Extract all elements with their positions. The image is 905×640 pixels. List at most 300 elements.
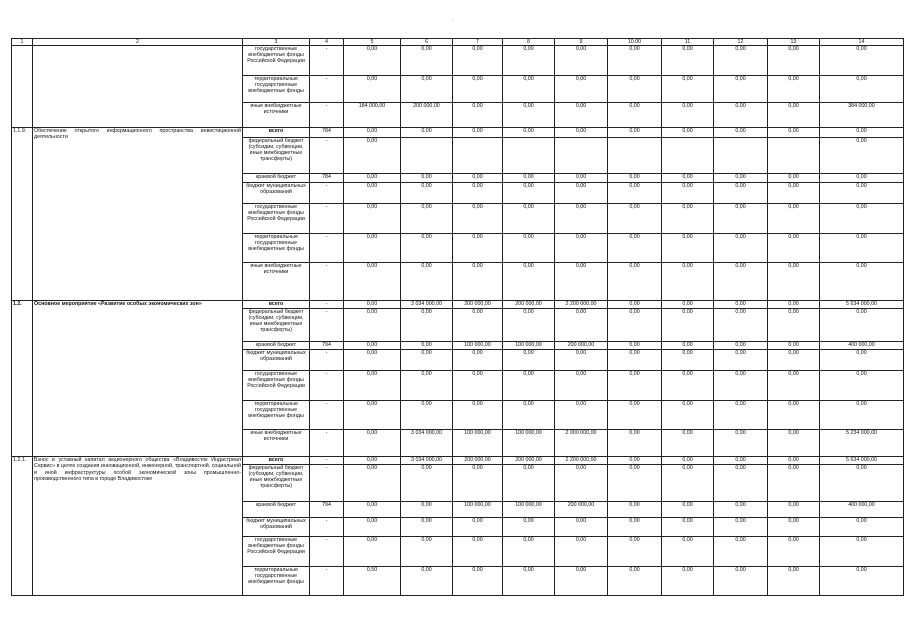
item-code: 1.1.9.: [12, 128, 33, 301]
amount-cell: 0,00: [608, 350, 662, 371]
col-header: 7: [453, 39, 503, 46]
amount-cell: 0,00: [714, 502, 768, 518]
col-header: 12: [714, 39, 768, 46]
amount-cell: 0,00: [714, 263, 768, 301]
amount-cell: 0,00: [453, 309, 503, 342]
funding-source: иные внебюджетные источники: [243, 430, 310, 457]
amount-cell: 0,00: [401, 537, 453, 567]
amount-cell: 0,00: [662, 103, 714, 128]
item-code: 1.2.1.: [12, 457, 33, 596]
amount-cell: 0,00: [662, 46, 714, 76]
total-amount-cell: 0,00: [820, 138, 904, 174]
amount-cell: 0,00: [768, 103, 820, 128]
amount-cell: 3 034 000,00: [401, 430, 453, 457]
amount-cell: 0,00: [344, 46, 401, 76]
amount-cell: 0,00: [401, 502, 453, 518]
funding-source: бюджет муниципальных образований: [243, 350, 310, 371]
item-name: Взнос в уставный капитал акционерного общества «Владивосток Индастриал Сервис» в целях создания инновационной, инженерной, транспортной, социальной и иной инфраструктуры особой экономической зоны промышленно-производственного типа в городе Владивостоке: [33, 457, 243, 596]
budget-code: -: [310, 401, 344, 430]
total-amount-cell: 0,00: [820, 76, 904, 103]
amount-cell: [453, 138, 503, 174]
amount-cell: 0,00: [555, 518, 608, 537]
amount-cell: 0,00: [608, 465, 662, 502]
amount-cell: 0,00: [768, 128, 820, 138]
amount-cell: 3 034 000,00: [401, 457, 453, 465]
amount-cell: 0,00: [662, 128, 714, 138]
amount-cell: 2 200 000,00: [555, 457, 608, 465]
total-amount-cell: 0,00: [820, 128, 904, 138]
total-amount-cell: 0,00: [820, 465, 904, 502]
funding-source: иные внебюджетные источники: [243, 103, 310, 128]
amount-cell: 0,00: [714, 518, 768, 537]
budget-code: 784: [310, 174, 344, 183]
amount-cell: 0,00: [608, 263, 662, 301]
amount-cell: 0,00: [453, 371, 503, 401]
amount-cell: 0,00: [608, 342, 662, 350]
amount-cell: 0,00: [608, 128, 662, 138]
amount-cell: 0,00: [608, 430, 662, 457]
amount-cell: 0,00: [555, 128, 608, 138]
amount-cell: 200 000,00: [453, 301, 503, 309]
amount-cell: 0,00: [503, 537, 555, 567]
amount-cell: 0,00: [503, 204, 555, 234]
budget-code: -: [310, 103, 344, 128]
amount-cell: 0,00: [344, 518, 401, 537]
budget-code: -: [310, 76, 344, 103]
amount-cell: 0,00: [453, 350, 503, 371]
item-name: Основное мероприятие «Развитие особых экономических зон»: [33, 301, 243, 457]
amount-cell: [714, 138, 768, 174]
amount-cell: 0,00: [555, 371, 608, 401]
amount-cell: 0,00: [555, 76, 608, 103]
amount-cell: 0,00: [555, 567, 608, 596]
col-header: 9: [555, 39, 608, 46]
amount-cell: 0,00: [503, 183, 555, 204]
amount-cell: 0,00: [344, 174, 401, 183]
funding-source: краевой бюджет: [243, 502, 310, 518]
amount-cell: 0,00: [503, 350, 555, 371]
total-amount-cell: 0,00: [820, 234, 904, 263]
amount-cell: 0,00: [401, 204, 453, 234]
amount-cell: 0,00: [401, 183, 453, 204]
amount-cell: 0,00: [555, 350, 608, 371]
budget-code: -: [310, 309, 344, 342]
amount-cell: 0,00: [344, 502, 401, 518]
amount-cell: 0,00: [503, 128, 555, 138]
amount-cell: 0,00: [344, 350, 401, 371]
col-header: 3: [243, 39, 310, 46]
amount-cell: 0,00: [401, 518, 453, 537]
amount-cell: 0,00: [503, 518, 555, 537]
amount-cell: 0,50: [344, 567, 401, 596]
amount-cell: [555, 138, 608, 174]
amount-cell: 0,00: [555, 234, 608, 263]
funding-source: государственные внебюджетные фонды Российской Федерации: [243, 537, 310, 567]
total-amount-cell: 0,00: [820, 204, 904, 234]
amount-cell: 0,00: [555, 204, 608, 234]
amount-cell: 0,00: [401, 234, 453, 263]
amount-cell: 0,00: [344, 128, 401, 138]
budget-code: -: [310, 465, 344, 502]
col-header: 5: [344, 39, 401, 46]
funding-source: государственные внебюджетные фонды Российской Федерации: [243, 371, 310, 401]
amount-cell: 0,00: [555, 183, 608, 204]
amount-cell: 0,00: [768, 502, 820, 518]
amount-cell: 0,00: [401, 567, 453, 596]
budget-code: 784: [310, 128, 344, 138]
amount-cell: 0,00: [555, 401, 608, 430]
amount-cell: 0,00: [401, 371, 453, 401]
amount-cell: 0,00: [714, 76, 768, 103]
amount-cell: 0,00: [662, 204, 714, 234]
col-header: 10,00: [608, 39, 662, 46]
amount-cell: 2 000 000,00: [555, 430, 608, 457]
amount-cell: 0,00: [768, 537, 820, 567]
funding-source: территориальные государственные внебюджетные фонды: [243, 401, 310, 430]
amount-cell: 0,00: [714, 457, 768, 465]
amount-cell: 0,00: [555, 263, 608, 301]
amount-cell: 0,00: [662, 234, 714, 263]
amount-cell: 0,00: [344, 138, 401, 174]
amount-cell: 0,00: [662, 350, 714, 371]
amount-cell: 0,00: [714, 371, 768, 401]
total-amount-cell: 0,00: [820, 537, 904, 567]
amount-cell: 0,00: [608, 309, 662, 342]
table-body: [12, 46, 904, 596]
amount-cell: 0,00: [608, 567, 662, 596]
item-name: [33, 46, 243, 128]
amount-cell: 0,00: [768, 204, 820, 234]
amount-cell: 0,00: [768, 430, 820, 457]
amount-cell: 0,00: [344, 183, 401, 204]
amount-cell: 100 000,00: [503, 342, 555, 350]
funding-source: территориальные государственные внебюджетные фонды: [243, 567, 310, 596]
amount-cell: 0,00: [503, 174, 555, 183]
amount-cell: 0,00: [401, 309, 453, 342]
amount-cell: 0,00: [401, 401, 453, 430]
amount-cell: 0,00: [453, 76, 503, 103]
amount-cell: 0,00: [662, 465, 714, 502]
amount-cell: 0,00: [768, 174, 820, 183]
amount-cell: 0,00: [344, 430, 401, 457]
amount-cell: 200 000,00: [503, 301, 555, 309]
amount-cell: 0,00: [401, 46, 453, 76]
amount-cell: 0,00: [608, 76, 662, 103]
col-header: 14: [820, 39, 904, 46]
amount-cell: 0,00: [714, 174, 768, 183]
amount-cell: 0,00: [453, 103, 503, 128]
amount-cell: 0,00: [555, 46, 608, 76]
amount-cell: 0,00: [503, 263, 555, 301]
amount-cell: 0,00: [401, 465, 453, 502]
amount-cell: 0,00: [344, 342, 401, 350]
amount-cell: 0,00: [714, 430, 768, 457]
col-header: 13: [768, 39, 820, 46]
amount-cell: 0,00: [608, 401, 662, 430]
amount-cell: 0,00: [662, 76, 714, 103]
funding-source: государственные внебюджетные фонды Российской Федерации: [243, 46, 310, 76]
amount-cell: 0,00: [555, 309, 608, 342]
amount-cell: 0,00: [503, 76, 555, 103]
funding-source: всего: [243, 457, 310, 465]
amount-cell: 0,00: [344, 309, 401, 342]
budget-table: [11, 38, 904, 596]
amount-cell: 100 000,00: [503, 430, 555, 457]
amount-cell: 0,00: [453, 537, 503, 567]
amount-cell: 200 000,00: [503, 457, 555, 465]
amount-cell: 0,00: [768, 234, 820, 263]
amount-cell: 0,00: [608, 518, 662, 537]
funding-source: краевой бюджет: [243, 174, 310, 183]
amount-cell: 0,00: [608, 183, 662, 204]
amount-cell: 0,00: [768, 518, 820, 537]
amount-cell: [401, 138, 453, 174]
amount-cell: 0,00: [555, 103, 608, 128]
amount-cell: 0,00: [662, 309, 714, 342]
budget-code: -: [310, 430, 344, 457]
budget-code: 794: [310, 502, 344, 518]
amount-cell: 0,00: [503, 46, 555, 76]
budget-code: -: [310, 204, 344, 234]
amount-cell: 0,00: [768, 371, 820, 401]
col-header: 6: [401, 39, 453, 46]
budget-code: -: [310, 371, 344, 401]
amount-cell: 0,00: [662, 457, 714, 465]
column-number-row: [12, 39, 904, 46]
funding-source: всего: [243, 128, 310, 138]
table-row: [12, 301, 904, 309]
amount-cell: 0,00: [608, 371, 662, 401]
amount-cell: 0,00: [555, 465, 608, 502]
amount-cell: 0,00: [453, 518, 503, 537]
total-amount-cell: 0,00: [820, 518, 904, 537]
total-amount-cell: 5 634 000,00: [820, 457, 904, 465]
amount-cell: 0,00: [714, 128, 768, 138]
amount-cell: 0,00: [662, 371, 714, 401]
amount-cell: 100 000,00: [453, 430, 503, 457]
amount-cell: 0,00: [662, 174, 714, 183]
total-amount-cell: 0,00: [820, 174, 904, 183]
total-amount-cell: 0,00: [820, 350, 904, 371]
amount-cell: 100 000,00: [503, 502, 555, 518]
scan-speck: `: [452, 21, 454, 27]
amount-cell: 0,00: [662, 342, 714, 350]
amount-cell: 0,00: [555, 537, 608, 567]
amount-cell: 0,00: [714, 183, 768, 204]
amount-cell: 0,00: [714, 465, 768, 502]
budget-code: -: [310, 138, 344, 174]
amount-cell: 0,00: [401, 174, 453, 183]
funding-source: федеральный бюджет (субсидии, субвенции, иные межбюджетные трансферты): [243, 309, 310, 342]
table-row: [12, 128, 904, 138]
amount-cell: 0,00: [344, 537, 401, 567]
funding-source: федеральный бюджет (субсидии, субвенции, иные межбюджетные трансферты): [243, 465, 310, 502]
item-name: Обеспечение открытого информационного пространства инвестиционной деятельности: [33, 128, 243, 301]
amount-cell: 0,00: [662, 537, 714, 567]
total-amount-cell: 400 000,00: [820, 502, 904, 518]
col-header: 8: [503, 39, 555, 46]
amount-cell: 0,00: [768, 350, 820, 371]
amount-cell: 200 000,00: [555, 502, 608, 518]
amount-cell: [503, 138, 555, 174]
amount-cell: 0,00: [503, 567, 555, 596]
amount-cell: 0,00: [453, 204, 503, 234]
amount-cell: 0,00: [768, 76, 820, 103]
amount-cell: 0,00: [608, 502, 662, 518]
funding-source: всего: [243, 301, 310, 309]
total-amount-cell: 0,00: [820, 567, 904, 596]
amount-cell: 0,00: [453, 401, 503, 430]
amount-cell: 0,00: [401, 76, 453, 103]
budget-code: -: [310, 457, 344, 465]
total-amount-cell: 384 000,00: [820, 103, 904, 128]
amount-cell: 0,00: [714, 537, 768, 567]
amount-cell: 0,00: [344, 371, 401, 401]
col-header: 1: [12, 39, 33, 46]
amount-cell: 100 000,00: [453, 342, 503, 350]
budget-code: 794: [310, 342, 344, 350]
amount-cell: [768, 138, 820, 174]
amount-cell: 0,00: [453, 183, 503, 204]
total-amount-cell: 0,00: [820, 263, 904, 301]
item-code: 1.2.: [12, 301, 33, 457]
amount-cell: 0,00: [608, 46, 662, 76]
amount-cell: 0,00: [768, 301, 820, 309]
amount-cell: 0,00: [768, 457, 820, 465]
total-amount-cell: 0,00: [820, 46, 904, 76]
amount-cell: 0,00: [503, 234, 555, 263]
amount-cell: 0,00: [453, 174, 503, 183]
amount-cell: 0,00: [453, 128, 503, 138]
amount-cell: 0,00: [768, 183, 820, 204]
amount-cell: 0,00: [608, 457, 662, 465]
amount-cell: 200 000,00: [453, 457, 503, 465]
amount-cell: 0,00: [662, 401, 714, 430]
funding-source: бюджет муниципальных образований: [243, 518, 310, 537]
amount-cell: 0,00: [453, 234, 503, 263]
amount-cell: 0,00: [768, 263, 820, 301]
amount-cell: 0,00: [503, 309, 555, 342]
amount-cell: 100 000,00: [453, 502, 503, 518]
table-row: [12, 46, 904, 76]
amount-cell: 0,00: [768, 309, 820, 342]
funding-source: государственные внебюджетные фонды Российской Федерации: [243, 204, 310, 234]
amount-cell: 0,00: [662, 518, 714, 537]
col-header: 11: [662, 39, 714, 46]
amount-cell: [608, 138, 662, 174]
col-header: 2: [33, 39, 243, 46]
funding-source: территориальные государственные внебюджетные фонды: [243, 76, 310, 103]
amount-cell: 0,00: [714, 234, 768, 263]
amount-cell: 0,00: [453, 465, 503, 502]
amount-cell: 0,00: [608, 204, 662, 234]
amount-cell: 0,00: [453, 263, 503, 301]
amount-cell: 0,00: [401, 342, 453, 350]
amount-cell: 0,00: [608, 234, 662, 263]
total-amount-cell: 0,00: [820, 309, 904, 342]
amount-cell: 0,00: [768, 401, 820, 430]
amount-cell: 0,00: [662, 183, 714, 204]
total-amount-cell: 5 234 000,00: [820, 430, 904, 457]
amount-cell: 0,00: [555, 174, 608, 183]
total-amount-cell: 400 000,00: [820, 342, 904, 350]
amount-cell: 0,00: [714, 309, 768, 342]
amount-cell: 0,00: [344, 204, 401, 234]
table-row: [12, 457, 904, 465]
amount-cell: 3 034 000,00: [401, 301, 453, 309]
funding-source: федеральный бюджет (субсидии, субвенции, иные межбюджетные трансферты): [243, 138, 310, 174]
amount-cell: 0,00: [714, 342, 768, 350]
total-amount-cell: 5 634 000,00: [820, 301, 904, 309]
budget-code: -: [310, 567, 344, 596]
total-amount-cell: 0,00: [820, 371, 904, 401]
amount-cell: [662, 138, 714, 174]
amount-cell: 0,00: [401, 263, 453, 301]
amount-cell: 0,00: [662, 430, 714, 457]
funding-source: территориальные государственные внебюджетные фонды: [243, 234, 310, 263]
amount-cell: 200 000,00: [555, 342, 608, 350]
amount-cell: 0,00: [453, 46, 503, 76]
amount-cell: 0,00: [662, 301, 714, 309]
amount-cell: 0,00: [344, 465, 401, 502]
amount-cell: 0,00: [714, 401, 768, 430]
budget-code: -: [310, 350, 344, 371]
amount-cell: 0,00: [401, 128, 453, 138]
funding-source: краевой бюджет: [243, 342, 310, 350]
budget-code: -: [310, 183, 344, 204]
amount-cell: 0,00: [344, 301, 401, 309]
funding-source: бюджет муниципальных образований: [243, 183, 310, 204]
amount-cell: 0,00: [503, 103, 555, 128]
col-header: 4: [310, 39, 344, 46]
amount-cell: 0,00: [714, 46, 768, 76]
amount-cell: 0,00: [714, 567, 768, 596]
amount-cell: 200 000,00: [401, 103, 453, 128]
funding-source: иные внебюджетные источники: [243, 263, 310, 301]
amount-cell: 0,00: [344, 76, 401, 103]
budget-code: -: [310, 518, 344, 537]
amount-cell: 0,00: [608, 174, 662, 183]
item-code: [12, 46, 33, 128]
amount-cell: 0,00: [344, 457, 401, 465]
amount-cell: 0,00: [768, 46, 820, 76]
amount-cell: 0,00: [453, 567, 503, 596]
amount-cell: 0,00: [608, 301, 662, 309]
budget-code: -: [310, 234, 344, 263]
amount-cell: 0,00: [608, 537, 662, 567]
amount-cell: 0,00: [344, 234, 401, 263]
amount-cell: 0,00: [714, 350, 768, 371]
amount-cell: 2 200 000,00: [555, 301, 608, 309]
amount-cell: 184 000,00: [344, 103, 401, 128]
amount-cell: 0,00: [714, 301, 768, 309]
amount-cell: 0,00: [714, 204, 768, 234]
amount-cell: 0,00: [344, 401, 401, 430]
total-amount-cell: 0,00: [820, 183, 904, 204]
total-amount-cell: 0,00: [820, 401, 904, 430]
amount-cell: 0,00: [662, 263, 714, 301]
amount-cell: 0,00: [714, 103, 768, 128]
amount-cell: 0,00: [503, 401, 555, 430]
budget-code: -: [310, 263, 344, 301]
budget-code: -: [310, 537, 344, 567]
budget-code: -: [310, 46, 344, 76]
budget-code: -: [310, 301, 344, 309]
amount-cell: 0,00: [768, 567, 820, 596]
amount-cell: 0,00: [344, 263, 401, 301]
amount-cell: 0,00: [662, 567, 714, 596]
amount-cell: 0,00: [608, 103, 662, 128]
